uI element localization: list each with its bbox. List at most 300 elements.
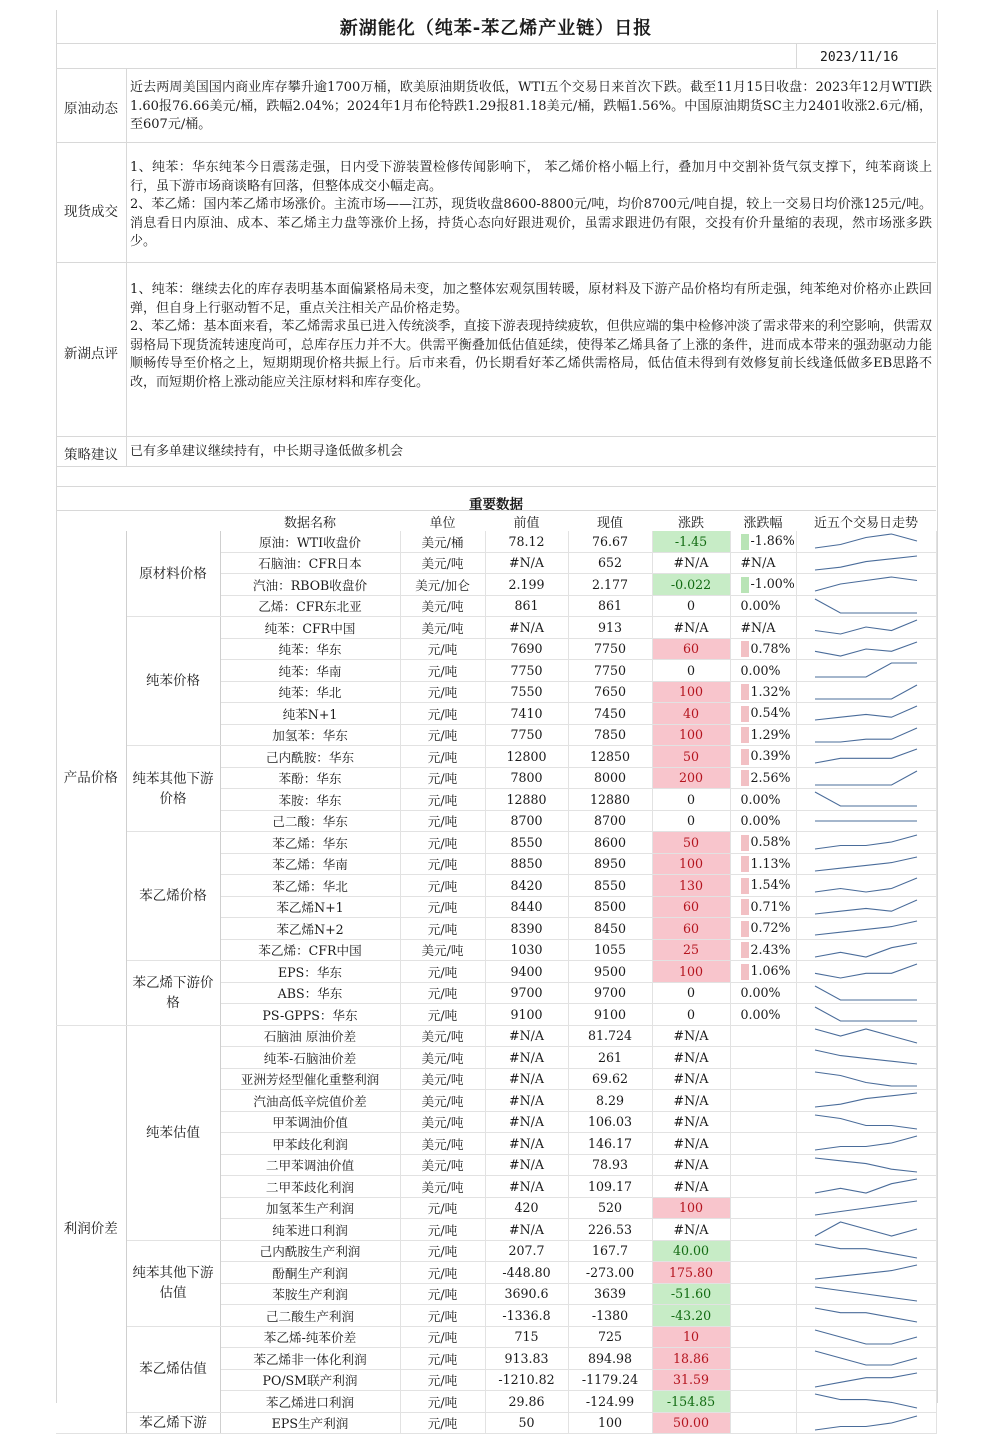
cell-pct [730,531,796,552]
trend-sparkline [811,1219,921,1239]
category-label: 利润价差 [56,1025,126,1434]
cell-prev: #N/A [485,1047,568,1069]
cell-curr: 8700 [568,810,652,832]
cell-prev: #N/A [485,1154,568,1176]
cell-unit: 元/吨 [400,982,485,1004]
cell-trend [796,1197,936,1219]
cell-unit: 美元/吨 [400,595,485,617]
cell-trend [796,724,936,746]
trend-sparkline [811,1047,921,1067]
table-row [56,832,936,854]
cell-pct [730,1068,796,1090]
cell-unit: 元/吨 [400,789,485,811]
cell-unit: 元/吨 [400,638,485,660]
pct-value: 0.39% [750,748,791,763]
pct-value: 1.32% [750,683,791,699]
trend-sparkline [811,768,921,788]
cell-curr: 9700 [568,982,652,1004]
cell-name: 己二酸生产利润 [220,1305,400,1327]
trend-line [815,1179,917,1193]
col-header-trend: 近五个交易日走势 [813,516,918,531]
cell-name: 汽油高低辛烷值价差 [220,1090,400,1112]
trend-sparkline [811,940,921,960]
trend-sparkline [811,832,921,852]
cell-prev: 861 [485,595,568,617]
cell-prev: #N/A [485,1133,568,1155]
cell-chg: #N/A [652,552,730,574]
trend-line [815,1007,917,1021]
trend-sparkline [811,703,921,723]
table-row [56,1412,936,1434]
cell-curr: 7750 [568,638,652,660]
pct-bar [741,899,749,915]
trend-sparkline [811,1370,921,1390]
pct-value: 0.00% [740,791,781,807]
trend-line [815,620,917,634]
cell-unit: 美元/吨 [400,1068,485,1090]
table-row [56,1326,936,1348]
table-row [56,746,936,768]
trend-sparkline [811,660,921,680]
section-spot-text [130,159,932,252]
cell-chg: -154.85 [652,1391,730,1413]
trend-sparkline [811,553,921,573]
cell-unit: 美元/吨 [400,1111,485,1133]
cell-chg: 60 [652,638,730,660]
cell-unit: 元/吨 [400,1305,485,1327]
cell-unit: 元/吨 [400,810,485,832]
pct-bar [741,921,749,937]
pct-bar [741,727,749,743]
cell-prev: #N/A [485,1025,568,1047]
cell-prev: 7800 [485,767,568,789]
cell-chg: #N/A [652,1090,730,1112]
group-label: 苯乙烯下游 [126,1412,220,1434]
cell-chg: 40 [652,703,730,725]
cell-prev: #N/A [485,1068,568,1090]
trend-sparkline [811,1241,921,1261]
cell-pct [730,552,796,574]
cell-pct [730,1090,796,1112]
trend-line [815,964,917,978]
pct-bar [741,856,749,872]
cell-pct [730,939,796,961]
cell-trend [796,810,936,832]
trend-sparkline [811,725,921,745]
trend-line [815,728,917,742]
cell-prev: -1336.8 [485,1305,568,1327]
pct-bar [741,835,749,851]
cell-unit: 美元/吨 [400,552,485,574]
pct-bar [741,534,749,550]
pct-value: 0.78% [750,640,791,656]
cell-trend [796,832,936,854]
trend-line [815,1308,917,1322]
cell-pct [730,1154,796,1176]
cell-prev: -1210.82 [485,1369,568,1391]
cell-name: 纯苯N+1 [220,703,400,725]
cell-curr: 76.67 [568,531,652,552]
report-date: 2023/11/16 [820,50,899,65]
cell-name: 纯苯：华东 [220,638,400,660]
cell-chg: 0 [652,595,730,617]
cell-chg: #N/A [652,1111,730,1133]
table-row [56,1240,936,1262]
cell-curr: 106.03 [568,1111,652,1133]
cell-trend [796,1004,936,1026]
cell-prev: 9700 [485,982,568,1004]
trend-line [815,771,917,785]
group-label: 苯乙烯下游价格 [126,961,220,1026]
group-label: 纯苯其他下游估值 [126,1240,220,1326]
col-header-prev: 前值 [513,516,540,531]
cell-prev: 1030 [485,939,568,961]
cell-curr: 9100 [568,1004,652,1026]
cell-prev: 8440 [485,896,568,918]
trend-line [815,986,917,1000]
cell-curr: 78.93 [568,1154,652,1176]
cell-unit: 元/吨 [400,1369,485,1391]
cell-curr: 100 [568,1412,652,1434]
cell-trend [796,1283,936,1305]
trend-line [815,792,917,806]
cell-pct [730,724,796,746]
cell-chg: -43.20 [652,1305,730,1327]
section-label-spot: 现货成交 [64,204,118,220]
cell-unit: 元/吨 [400,703,485,725]
table-row [56,1025,936,1047]
trend-sparkline [811,1004,921,1024]
paragraph: 1、纯苯：华东纯苯今日震荡走强，日内受下游装置检修传闻影响下， 苯乙烯价格小幅上行，叠加月中交割补货气氛支撑下，纯苯商谈上行，虽下游市场商谈略有回落，但整体成交小幅走高。 [130,160,932,194]
trend-sparkline [811,1112,921,1132]
cell-chg: 50 [652,746,730,768]
cell-name: 苯酚：华东 [220,767,400,789]
trend-sparkline [811,1262,921,1282]
cell-name: EPS生产利润 [220,1412,400,1434]
cell-trend [796,918,936,940]
cell-unit: 美元/桶 [400,531,485,552]
cell-prev: 7550 [485,681,568,703]
col-header-name: 数据名称 [283,516,336,531]
cell-pct [730,1133,796,1155]
trend-sparkline [811,1176,921,1196]
pct-value: 2.56% [750,769,791,785]
cell-chg: 100 [652,724,730,746]
cell-curr: 8000 [568,767,652,789]
category-label: 产品价格 [56,531,126,1025]
cell-chg: #N/A [652,617,730,639]
cell-trend [796,853,936,875]
cell-curr: 652 [568,552,652,574]
cell-trend [796,982,936,1004]
trend-line [815,1029,917,1043]
cell-name: 加氢苯：华东 [220,724,400,746]
cell-curr: -273.00 [568,1262,652,1284]
cell-prev: 12880 [485,789,568,811]
trend-line [815,599,917,613]
cell-unit: 元/吨 [400,853,485,875]
trend-line [815,878,917,892]
paragraph: 2、苯乙烯：国内苯乙烯市场涨价。主流市场——江苏，现货收盘8600-8800元/吨，均价8700元/吨自提，较上一交易日均价涨125元/吨。消息看日内原油、成本、苯乙烯主力盘等涨价上扬，持货心态向好跟进观价，虽需求跟进仍有限，交投有价升量缩的表现，然市场涨多跌少。 [130,197,932,249]
pct-value: -1.00% [750,576,795,591]
cell-name: 纯苯：CFR中国 [220,617,400,639]
trend-line [815,1351,917,1365]
trend-line [815,1115,917,1129]
cell-chg: 0 [652,1004,730,1026]
cell-curr: -124.99 [568,1391,652,1413]
cell-chg: 175.80 [652,1262,730,1284]
pct-value: 0.54% [750,705,791,720]
cell-trend [796,1412,936,1434]
cell-curr: 3639 [568,1283,652,1305]
cell-chg: #N/A [652,1068,730,1090]
section-label-crude: 原油动态 [64,101,118,117]
cell-unit: 元/吨 [400,660,485,682]
pct-bar [741,706,749,722]
cell-name: 甲苯调油价值 [220,1111,400,1133]
trend-sparkline [811,983,921,1003]
cell-pct [730,681,796,703]
cell-chg: 100 [652,961,730,983]
cell-trend [796,1369,936,1391]
cell-pct [730,1111,796,1133]
trend-line [815,1394,917,1408]
cell-unit: 元/吨 [400,918,485,940]
cell-pct [730,1262,796,1284]
cell-curr: 226.53 [568,1219,652,1241]
pct-value: 0.00% [740,1006,781,1022]
trend-sparkline [811,1026,921,1046]
cell-pct [730,875,796,897]
cell-name: 苯乙烯：华北 [220,875,400,897]
cell-trend [796,681,936,703]
cell-pct [730,1240,796,1262]
cell-chg: -1.45 [652,531,730,552]
trend-line [815,857,917,871]
cell-pct [730,767,796,789]
table-title: 重要数据 [469,497,523,513]
cell-prev: 8550 [485,832,568,854]
cell-name: 苯乙烯非一体化利润 [220,1348,400,1370]
trend-line [815,663,917,677]
group-label: 苯乙烯价格 [126,832,220,961]
trend-line [815,1330,917,1344]
pct-bar [741,878,749,894]
trend-sparkline [811,1155,921,1175]
cell-chg: 40.00 [652,1240,730,1262]
trend-sparkline [811,682,921,702]
cell-prev: 50 [485,1412,568,1434]
cell-trend [796,574,936,596]
cell-prev: #N/A [485,1219,568,1241]
cell-prev: #N/A [485,617,568,639]
pct-value: 2.43% [750,941,791,957]
trend-line [815,642,917,656]
cell-curr: 913 [568,617,652,639]
cell-trend [796,939,936,961]
data-table [56,531,937,1434]
cell-curr: 7750 [568,660,652,682]
cell-name: 苯乙烯：华东 [220,832,400,854]
cell-prev: 8420 [485,875,568,897]
trend-line [815,1093,917,1107]
cell-prev: 715 [485,1326,568,1348]
cell-chg: #N/A [652,1133,730,1155]
cell-curr: 520 [568,1197,652,1219]
cell-unit: 元/吨 [400,1240,485,1262]
cell-curr: 8950 [568,853,652,875]
cell-trend [796,660,936,682]
cell-prev: -448.80 [485,1262,568,1284]
cell-trend [796,1111,936,1133]
cell-curr: 8.29 [568,1090,652,1112]
group-label: 纯苯估值 [126,1025,220,1240]
pct-value: 1.13% [750,855,791,871]
trend-line [815,1287,917,1301]
section-comment-text [130,281,932,392]
cell-curr: 12850 [568,746,652,768]
cell-name: 己内酰胺：华东 [220,746,400,768]
cell-pct [730,617,796,639]
cell-prev: 7750 [485,660,568,682]
cell-trend [796,767,936,789]
cell-name: 二甲苯歧化利润 [220,1176,400,1198]
cell-trend [796,1348,936,1370]
trend-sparkline [811,961,921,981]
cell-name: 甲苯歧化利润 [220,1133,400,1155]
cell-pct [730,1219,796,1241]
cell-prev: 7410 [485,703,568,725]
pct-value: 0.71% [750,898,791,914]
section-crude-text [130,79,932,135]
cell-chg: 60 [652,896,730,918]
cell-unit: 元/吨 [400,961,485,983]
cell-chg: 31.59 [652,1369,730,1391]
col-header-pct: 涨跌幅 [743,516,783,531]
cell-chg: 100 [652,1197,730,1219]
cell-name: 酚酮生产利润 [220,1262,400,1284]
cell-curr: -1380 [568,1305,652,1327]
cell-pct [730,982,796,1004]
cell-name: 石脑油：CFR日本 [220,552,400,574]
trend-sparkline [811,918,921,938]
cell-prev: 9400 [485,961,568,983]
cell-name: PO/SM联产利润 [220,1369,400,1391]
pct-value: 0.00% [740,598,781,614]
cell-pct [730,1283,796,1305]
cell-name: ABS：华东 [220,982,400,1004]
trend-sparkline [811,1348,921,1368]
cell-name: 苯乙烯：华南 [220,853,400,875]
cell-chg: 50.00 [652,1412,730,1434]
cell-curr: 9500 [568,961,652,983]
cell-pct [730,638,796,660]
trend-line [815,1373,917,1387]
cell-name: 原油：WTI收盘价 [220,531,400,552]
cell-prev: 78.12 [485,531,568,552]
cell-trend [796,746,936,768]
cell-pct [730,1348,796,1370]
trend-line [815,1072,917,1086]
trend-sparkline [811,639,921,659]
cell-chg: 18.86 [652,1348,730,1370]
section-strategy-text [130,443,932,462]
cell-chg: 0 [652,789,730,811]
cell-curr: 12880 [568,789,652,811]
cell-prev: 8850 [485,853,568,875]
cell-unit: 元/吨 [400,1197,485,1219]
cell-pct [730,1004,796,1026]
paragraph: 已有多单建议继续持有，中长期寻逢低做多机会 [130,444,404,459]
pct-bar [741,749,749,765]
cell-name: 亚洲芳烃型催化重整利润 [220,1068,400,1090]
pct-value: 0.00% [740,985,781,1001]
trend-sparkline [811,1284,921,1304]
trend-line [815,1050,917,1064]
trend-line [815,835,917,849]
cell-chg: 100 [652,853,730,875]
cell-pct [730,1047,796,1069]
cell-unit: 元/吨 [400,1326,485,1348]
cell-unit: 美元/吨 [400,1176,485,1198]
cell-chg: #N/A [652,1025,730,1047]
cell-unit: 元/吨 [400,1262,485,1284]
cell-prev: 8390 [485,918,568,940]
cell-unit: 美元/吨 [400,939,485,961]
cell-pct [730,1025,796,1047]
cell-curr: 261 [568,1047,652,1069]
trend-sparkline [811,1391,921,1411]
cell-unit: 美元/吨 [400,1133,485,1155]
cell-unit: 美元/吨 [400,1025,485,1047]
cell-pct [730,595,796,617]
trend-sparkline [811,1327,921,1347]
trend-sparkline [811,1198,921,1218]
report-title: 新湖能化（纯苯-苯乙烯产业链）日报 [339,18,653,39]
cell-pct [730,789,796,811]
pct-bar [741,577,749,593]
pct-bar [741,770,749,786]
cell-curr: 861 [568,595,652,617]
cell-unit: 元/吨 [400,1219,485,1241]
pct-value: 0.58% [750,834,791,849]
trend-sparkline [811,596,921,616]
cell-trend [796,1047,936,1069]
cell-pct [730,810,796,832]
cell-curr: 2.177 [568,574,652,596]
cell-unit: 元/吨 [400,875,485,897]
cell-name: 苯胺生产利润 [220,1283,400,1305]
cell-pct [730,574,796,596]
cell-name: EPS：华东 [220,961,400,983]
cell-pct [730,703,796,725]
trend-sparkline [811,1069,921,1089]
pct-bar [741,641,749,657]
trend-line [815,1158,917,1172]
cell-pct [730,1305,796,1327]
paragraph: 2、苯乙烯：基本面来看，苯乙烯需求虽已进入传统淡季，直接下游表现持续疲软，但供应端的集中检修冲淡了需求带来的利空影响，供需双弱格局下现货流转速度尚可，总库存压力并不大。供需平衡叠加低估值延续，使得苯乙烯具备了上涨的条件，进而成本带来的强劲驱动力能顺畅传导至价格之上，短期期现价格共振上行。后市来看，仍长期看好苯乙烯供需格局，低估值未得到有效修复前长线逢低做多EB思路不改，而短期价格上涨动能应关注原材料和库存变化。 [130,319,932,390]
cell-name: 苯乙烯-纯苯价差 [220,1326,400,1348]
cell-unit: 美元/加仑 [400,574,485,596]
cell-chg: 60 [652,918,730,940]
cell-pct [730,1176,796,1198]
pct-bar [741,684,749,700]
cell-unit: 元/吨 [400,746,485,768]
pct-value: 1.06% [750,963,791,978]
cell-chg: 100 [652,681,730,703]
cell-curr: 894.98 [568,1348,652,1370]
cell-curr: 725 [568,1326,652,1348]
